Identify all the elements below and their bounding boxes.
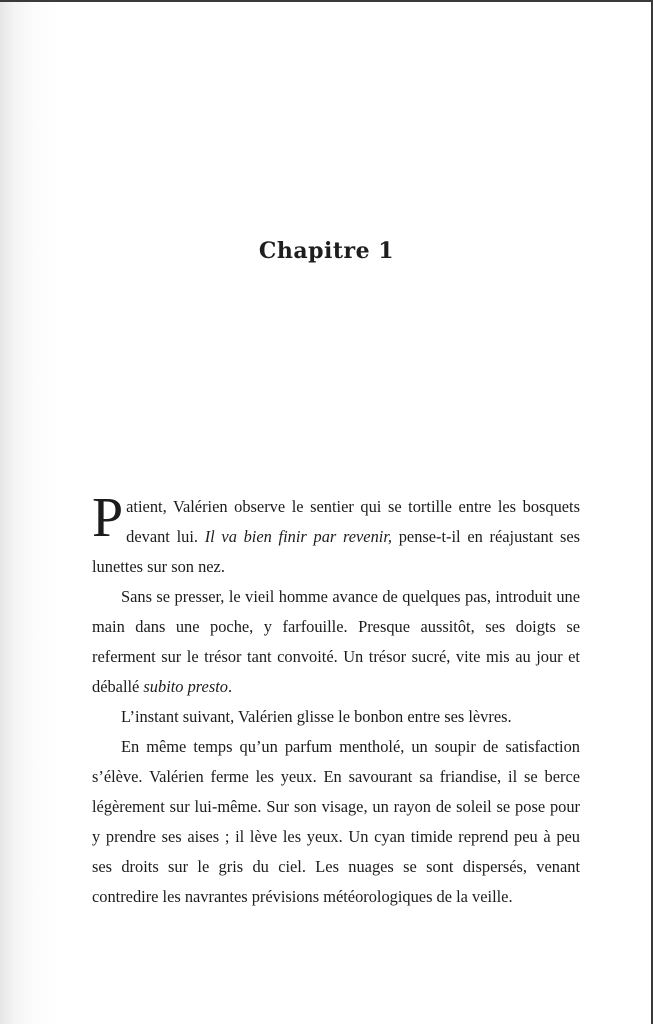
paragraph <box>92 582 580 702</box>
paragraph <box>92 702 580 732</box>
chapter-title: Chapitre 1 <box>258 238 395 264</box>
paragraph <box>92 732 580 912</box>
paragraph-text: Sans se presser, le vieil homme avance de quelques pas, introduit une main dans une poche, y farfouille. Presque aussitôt, ses doigts se referment sur le trésor tant convoité. Un trésor sucré, vite mis au jour et déballé <box>92 587 580 696</box>
chapter-body <box>92 487 580 912</box>
italic-phrase: subito presto <box>143 677 228 696</box>
paragraph-text: L’instant suivant, Valérien glisse le bonbon entre ses lèvres. <box>121 707 512 726</box>
drop-cap: P <box>92 487 124 549</box>
paragraph <box>92 487 580 582</box>
paragraph-text: En même temps qu’un parfum mentholé, un soupir de satisfaction s’élève. Valérien ferme les yeux. En savourant sa friandise, il se berce légèrement sur lui-même. Sur son visage, un rayon de soleil se pose pour y prendre ses aises ; il lève les yeux. Un cyan timide reprend peu à peu ses droits sur le gris du ciel. Les nuages se sont dispersés, venant contredire les navrantes prévisions météorologiques de la veille. <box>92 737 580 906</box>
paragraph-text: . <box>227 677 233 696</box>
paragraph-text: pense-t-il en réajustant ses lunettes sur son nez. <box>92 527 580 576</box>
paragraph-text: atient, Valérien observe le sentier qui se tortille entre les bosquets devant lui. <box>126 497 580 546</box>
italic-phrase: Il va bien finir par revenir, <box>204 527 392 546</box>
